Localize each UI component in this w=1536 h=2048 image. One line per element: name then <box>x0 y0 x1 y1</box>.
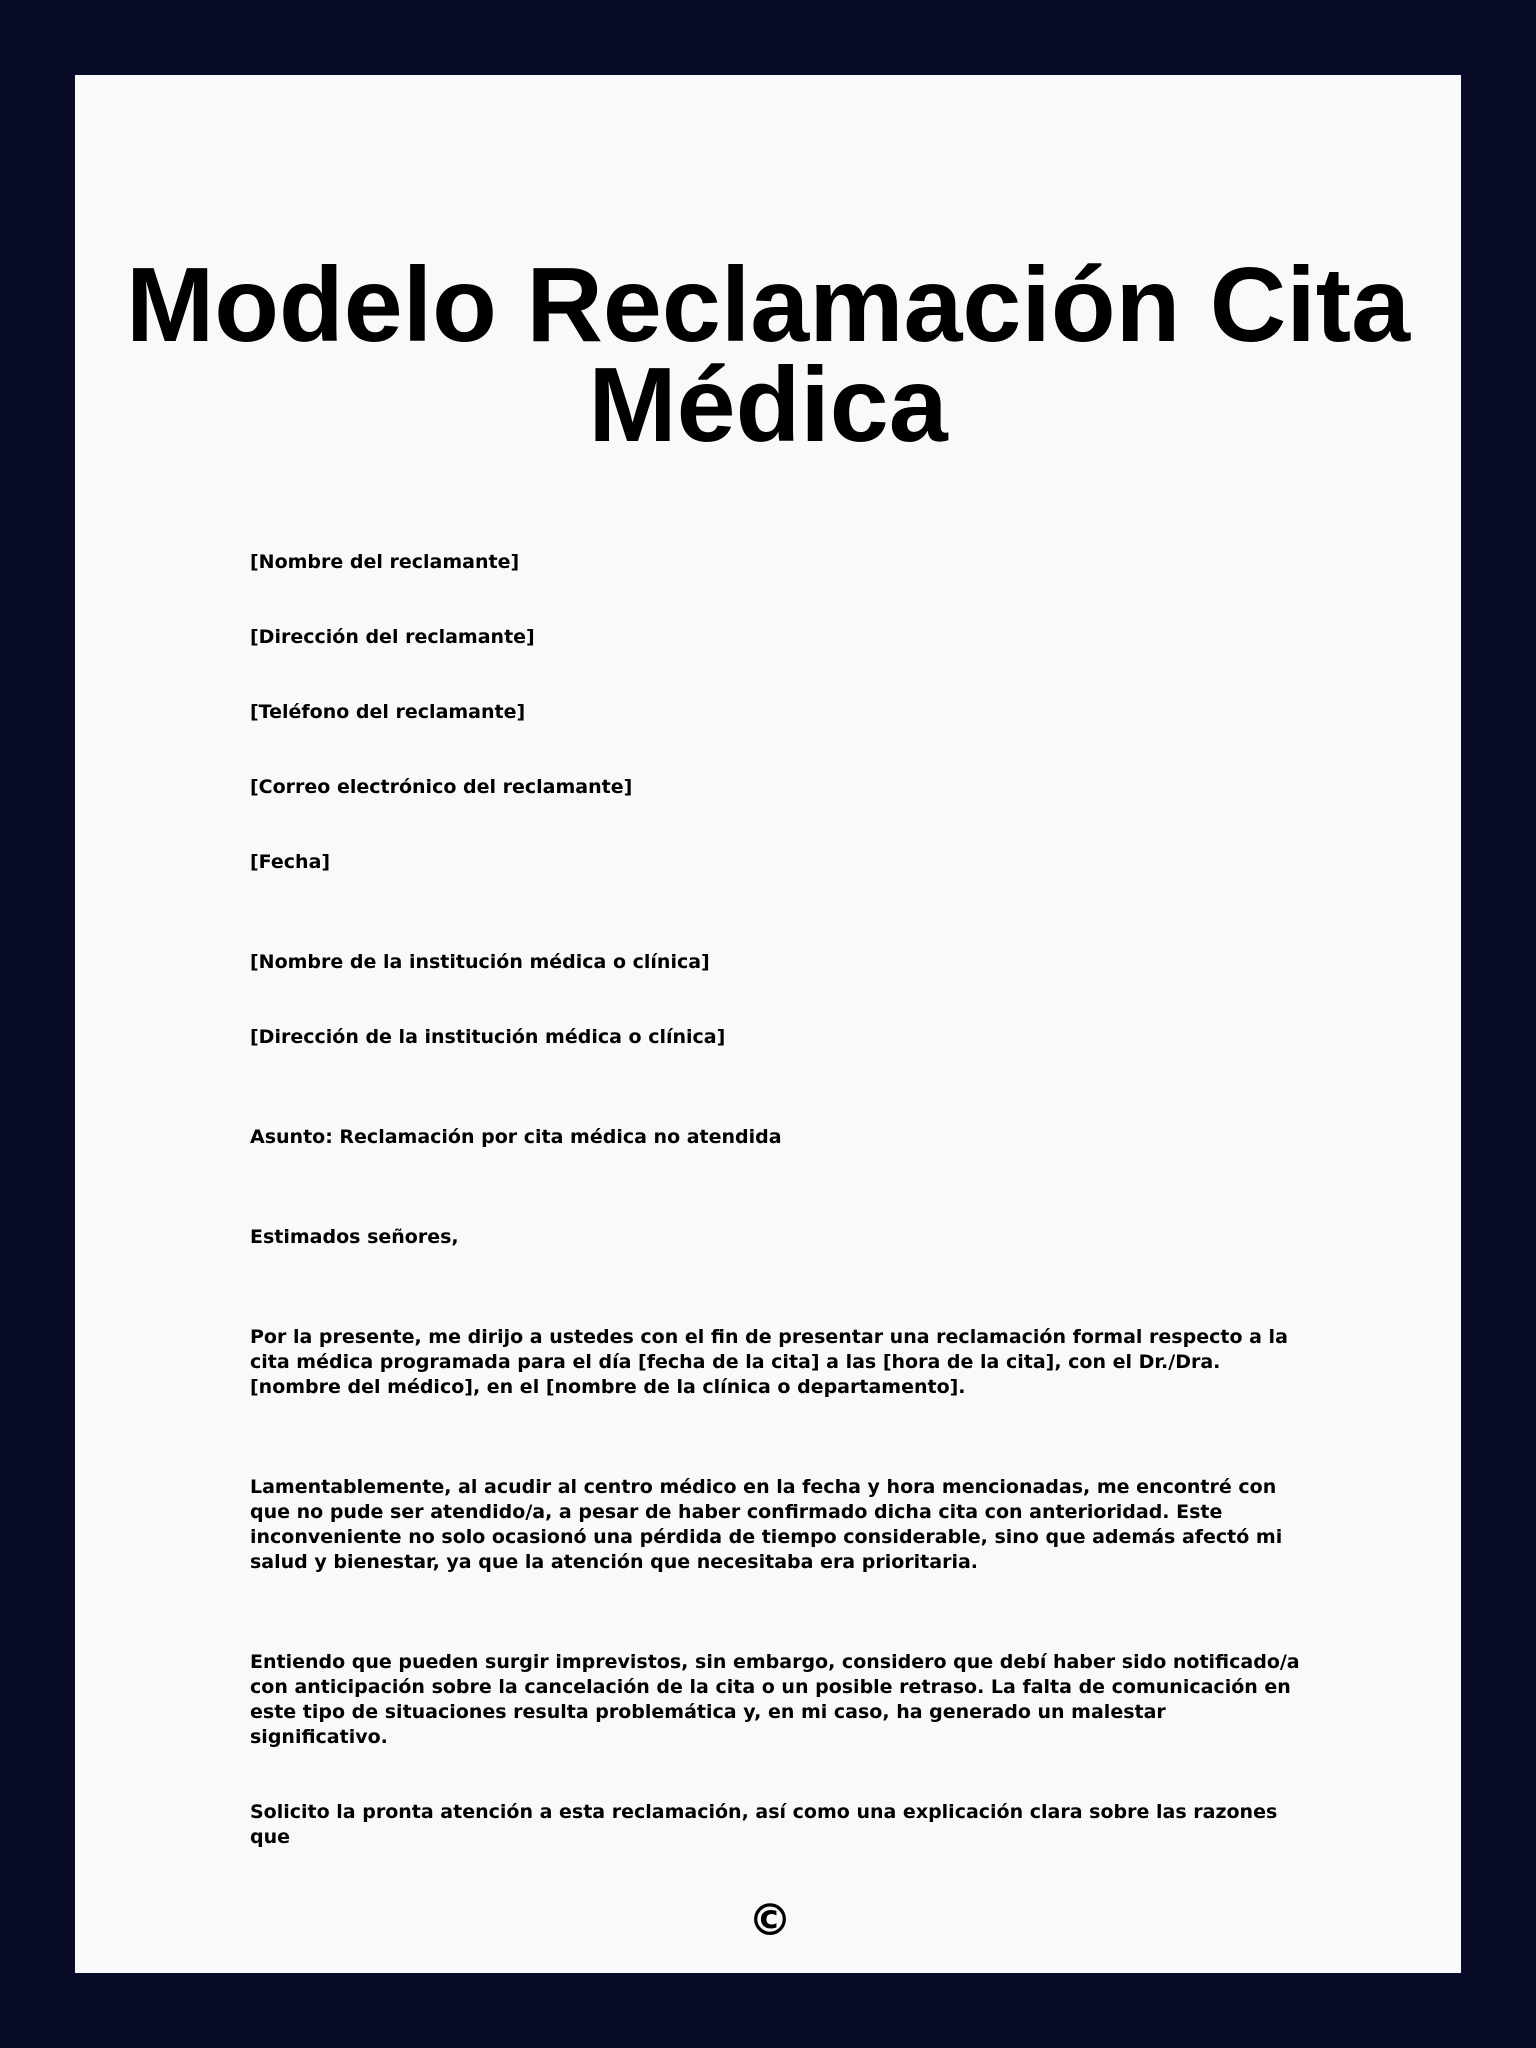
sender-address: [Dirección del reclamante] <box>250 626 535 648</box>
body-paragraph: Solicito la pronta atención a esta reclamación, así como una explicación clara sobre las razones que <box>250 1801 1278 1848</box>
sender-name: [Nombre del reclamante] <box>250 551 520 573</box>
sender-phone: [Teléfono del reclamante] <box>250 701 526 723</box>
title-line-1: Modelo Reclamación Cita <box>125 246 1411 364</box>
document-page <box>75 75 1461 1973</box>
recipient-address: [Dirección de la institución médica o clínica] <box>250 1026 726 1048</box>
letter-greeting: Estimados señores, <box>250 1226 459 1248</box>
body-paragraph: Entiendo que pueden surgir imprevistos, sin embargo, considero que debí haber sido notificado/a con anticipación sobre la cancelación de la cita o un posible retraso. La falta de comunicación en este tipo de situaciones resulta problemática y, en mi caso, ha generado un malestar significativo. <box>250 1651 1300 1748</box>
letter-subject: Asunto: Reclamación por cita médica no atendida <box>250 1126 782 1148</box>
document-title <box>75 246 1461 464</box>
letter-date: [Fecha] <box>250 851 331 873</box>
title-line-2: Médica <box>588 346 948 464</box>
copyright-icon: © <box>748 1895 792 1946</box>
body-paragraph: Por la presente, me dirijo a ustedes con el fin de presentar una reclamación formal respecto a la cita médica programada para el día [fecha de la cita] a las [hora de la cita], con el Dr./Dra. [nombre del médico], en el [nombre de la clínica o departamento]. <box>250 1326 1288 1398</box>
recipient-name: [Nombre de la institución médica o clínica] <box>250 951 710 973</box>
body-paragraph: Lamentablemente, al acudir al centro médico en la fecha y hora mencionadas, me encontré con que no pude ser atendido/a, a pesar de haber confirmado dicha cita con anterioridad. Este inconveniente no solo ocasionó una pérdida de tiempo considerable, sino que además afectó mi salud y bienestar, ya que la atención que necesitaba era prioritaria. <box>250 1476 1283 1573</box>
sender-email: [Correo electrónico del reclamante] <box>250 776 633 798</box>
